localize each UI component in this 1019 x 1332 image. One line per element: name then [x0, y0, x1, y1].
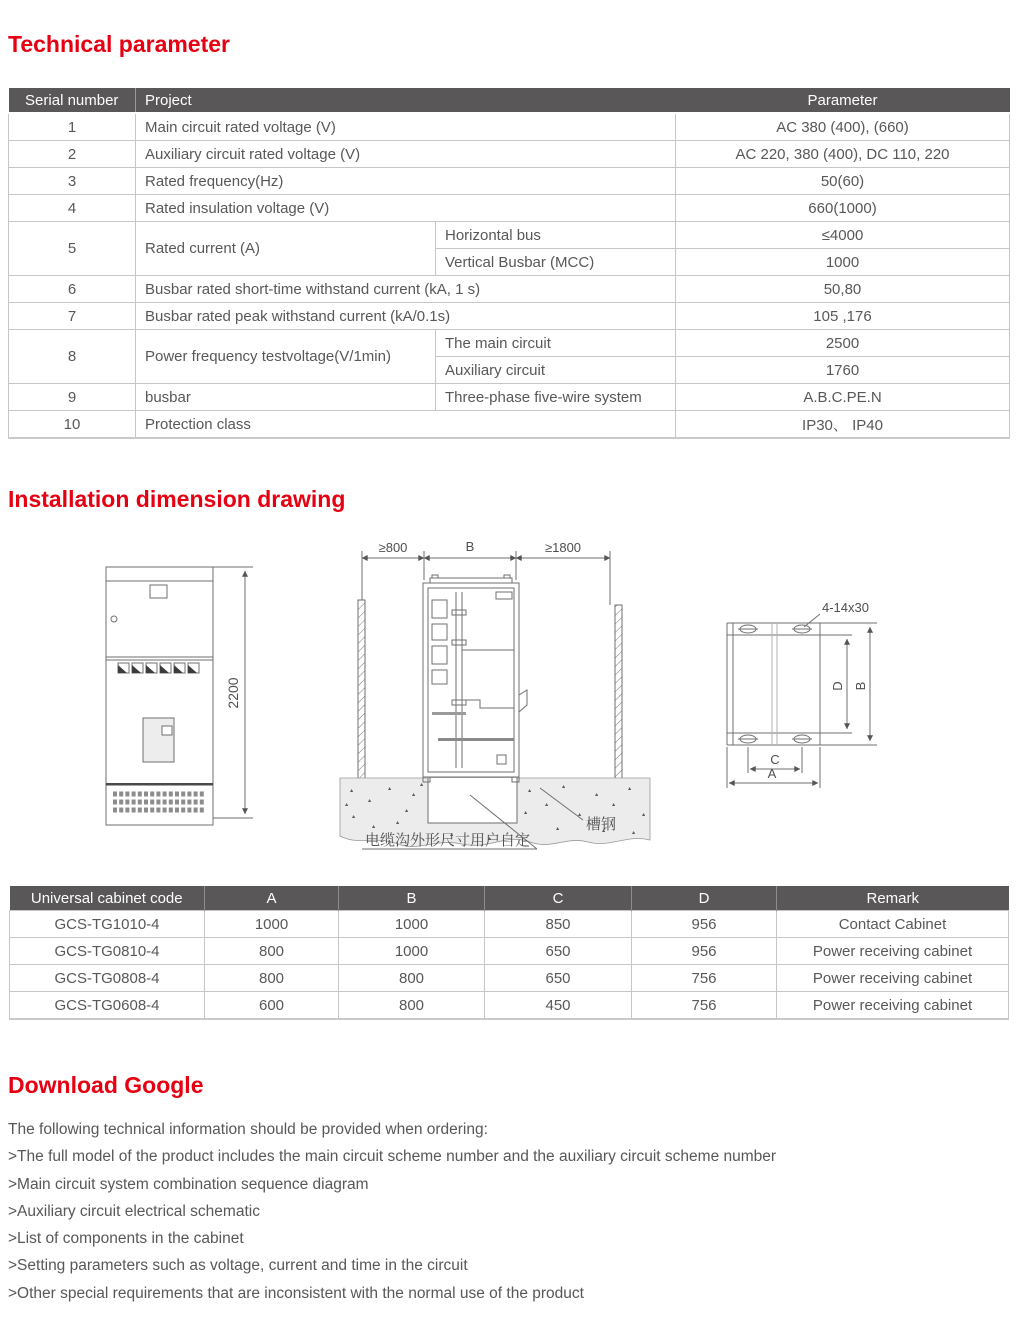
table-row [9, 384, 1010, 411]
cell-subproject: Horizontal bus [436, 222, 676, 249]
table-row [9, 330, 1010, 357]
table-row [9, 113, 1010, 141]
holes-spec-label: 4-14x30 [822, 600, 869, 615]
cell-serial: 5 [9, 222, 136, 276]
cell-project: Busbar rated peak withstand current (kA/0.1s) [136, 303, 676, 330]
dimension-label-d: D [830, 681, 845, 691]
cell-serial: 8 [9, 330, 136, 384]
table-row [9, 276, 1010, 303]
col-header-c: C [485, 886, 632, 911]
cell-serial: 6 [9, 276, 136, 303]
cell-b: 1000 [339, 938, 485, 965]
cell-code: GCS-TG0808-4 [10, 965, 205, 992]
col-header-d: D [632, 886, 777, 911]
section-title-installation-dimension-drawing: Installation dimension drawing [8, 486, 346, 512]
cell-project: Power frequency testvoltage(V/1min) [136, 330, 436, 384]
section-title-technical-parameter: Technical parameter [8, 31, 231, 57]
ordering-item: >The full model of the product includes the main circuit scheme number and the auxiliary circuit scheme number [8, 1148, 777, 1166]
cell-serial: 7 [9, 303, 136, 330]
cell-remark: Power receiving cabinet [777, 992, 1009, 1020]
col-header-serial-number: Serial number [9, 88, 136, 113]
col-header-remark: Remark [777, 886, 1009, 911]
cell-serial: 1 [9, 113, 136, 141]
cell-b: 1000 [339, 911, 485, 938]
ordering-item: >Main circuit system combination sequence diagram [8, 1175, 369, 1193]
cell-subproject: Vertical Busbar (MCC) [436, 249, 676, 276]
mounting-slots [738, 625, 812, 743]
section-title-download-google: Download Google [8, 1072, 204, 1098]
dimension-label-a: A [767, 766, 777, 781]
cell-d: 956 [632, 911, 777, 938]
cell-a: 600 [205, 992, 339, 1020]
table-row [10, 911, 1009, 938]
cell-serial: 3 [9, 168, 136, 195]
cell-a: 800 [205, 965, 339, 992]
channel-steel-label: 槽钢 [586, 816, 617, 833]
dimension-label-2200: 2200 [225, 677, 241, 709]
dimension-label-b2: B [853, 681, 868, 691]
cell-parameter: ≤4000 [676, 222, 1010, 249]
cell-remark: Power receiving cabinet [777, 965, 1009, 992]
cell-subproject: The main circuit [436, 330, 676, 357]
table-row [9, 303, 1010, 330]
cell-parameter: 660(1000) [676, 195, 1010, 222]
cell-project: Protection class [136, 411, 676, 439]
table-row [9, 411, 1010, 439]
table-row [9, 141, 1010, 168]
cell-project: Rated current (A) [136, 222, 436, 276]
cable-trench-label: 电缆沟外形尺寸用户自定 [365, 832, 531, 849]
cell-parameter: 2500 [676, 330, 1010, 357]
cell-d: 756 [632, 965, 777, 992]
cell-code: GCS-TG0608-4 [10, 992, 205, 1020]
cell-subproject: Auxiliary circuit [436, 357, 676, 384]
cell-parameter: 1760 [676, 357, 1010, 384]
cell-code: GCS-TG1010-4 [10, 911, 205, 938]
vent-squares [118, 663, 199, 673]
technical-parameter-table [8, 88, 1010, 439]
col-header-cabinet-code: Universal cabinet code [10, 886, 205, 911]
cell-project: Auxiliary circuit rated voltage (V) [136, 141, 676, 168]
cell-parameter: AC 380 (400), (660) [676, 113, 1010, 141]
universal-cabinet-code-table [9, 886, 1009, 1020]
cell-parameter: IP30、 IP40 [676, 411, 1010, 439]
louver-vents [113, 794, 204, 810]
figure-cabinet-front-view [106, 567, 253, 825]
dimension-label-left-clearance: ≥800 [378, 540, 408, 555]
ordering-item: >Setting parameters such as voltage, current and time in the circuit [8, 1257, 468, 1275]
cell-serial: 9 [9, 384, 136, 411]
ordering-item: >Auxiliary circuit electrical schematic [8, 1202, 260, 1220]
cell-c: 450 [485, 992, 632, 1020]
cell-serial: 10 [9, 411, 136, 439]
installation-dimension-drawing [0, 528, 1019, 873]
cell-serial: 4 [9, 195, 136, 222]
cell-d: 756 [632, 992, 777, 1020]
ordering-item: >Other special requirements that are inconsistent with the normal use of the product [8, 1284, 584, 1302]
col-header-b: B [339, 886, 485, 911]
dimension-label-b: B [465, 539, 475, 554]
col-header-project: Project [136, 88, 676, 113]
cell-parameter: 1000 [676, 249, 1010, 276]
table-header-row [10, 886, 1009, 911]
cell-serial: 2 [9, 141, 136, 168]
cell-project: Busbar rated short-time withstand current (kA, 1 s) [136, 276, 676, 303]
cell-c: 850 [485, 911, 632, 938]
cell-subproject: Three-phase five-wire system [436, 384, 676, 411]
cell-c: 650 [485, 938, 632, 965]
cell-code: GCS-TG0810-4 [10, 938, 205, 965]
cell-d: 956 [632, 938, 777, 965]
cell-remark: Contact Cabinet [777, 911, 1009, 938]
table-row [9, 195, 1010, 222]
cell-project: Rated insulation voltage (V) [136, 195, 676, 222]
cabinet-internals [432, 592, 527, 768]
cell-a: 800 [205, 938, 339, 965]
figure-cabinet-side-view [340, 539, 650, 849]
cell-c: 650 [485, 965, 632, 992]
dimension-label-right-clearance: ≥1800 [544, 540, 582, 555]
table-row [10, 965, 1009, 992]
col-header-parameter: Parameter [676, 88, 1010, 113]
ordering-intro: The following technical information should be provided when ordering: [8, 1121, 488, 1138]
cell-b: 800 [339, 992, 485, 1020]
figure-mounting-footprint [727, 600, 877, 788]
ordering-information [8, 1116, 1008, 1307]
cell-parameter: 50,80 [676, 276, 1010, 303]
cell-parameter: A.B.C.PE.N [676, 384, 1010, 411]
cell-a: 1000 [205, 911, 339, 938]
cell-b: 800 [339, 965, 485, 992]
table-row [9, 168, 1010, 195]
table-header-row [9, 88, 1010, 113]
cell-parameter: 105 ,176 [676, 303, 1010, 330]
col-header-a: A [205, 886, 339, 911]
cell-remark: Power receiving cabinet [777, 938, 1009, 965]
cell-project: busbar [136, 384, 436, 411]
ordering-item: >List of components in the cabinet [8, 1230, 244, 1248]
cell-parameter: AC 220, 380 (400), DC 110, 220 [676, 141, 1010, 168]
table-row [10, 938, 1009, 965]
table-row [9, 222, 1010, 249]
dimension-label-c: C [770, 752, 780, 767]
table-row [10, 992, 1009, 1020]
cell-project: Main circuit rated voltage (V) [136, 113, 676, 141]
cell-parameter: 50(60) [676, 168, 1010, 195]
cell-project: Rated frequency(Hz) [136, 168, 676, 195]
